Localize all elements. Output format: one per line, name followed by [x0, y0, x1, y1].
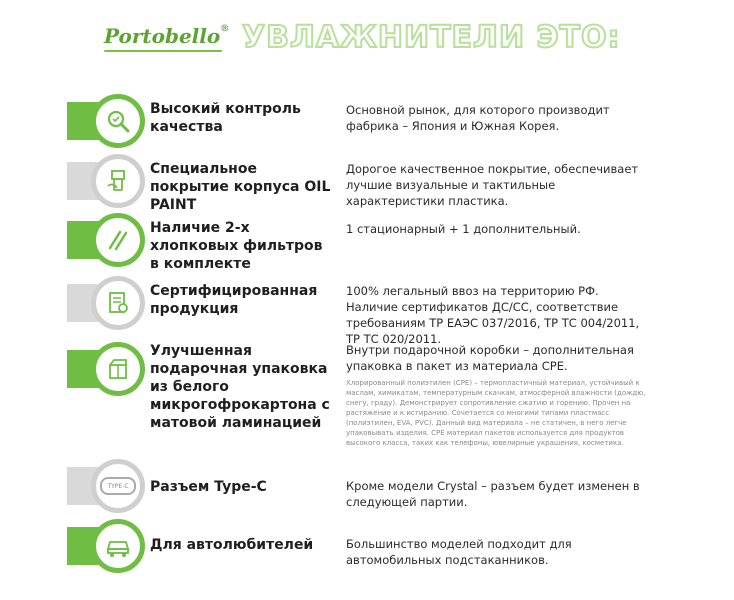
feature-description: Основной рынок, для которого производит фабрика – Япония и Южная Корея. [346, 103, 610, 133]
feature-title: Улучшенная подарочная упаковка из белого микрогофрокартона с матовой ламинацией [150, 343, 330, 431]
logo-underline [104, 50, 222, 52]
feature-footnote: Хлорированный полиэтилен (CPE) – термопластичный материал, устойчивый к маслам, химикатам, температурным скачкам, атмосферной влажности (дождю, снегу, граду). Демонстрирует сопротивление сжатию и горению. Прочен на растяжение и к истиранию. Сочетается со многими типами пластмасс (полиэтилен, EVA, PVC). Данный вид материала – не статичен, в него легче упаковывать изделия. CPE материал пакетов используется для продуктов высокого класса, таких как телефоны, ювелирные украшения, косметика. [346, 379, 646, 447]
magnifier-icon [105, 108, 131, 134]
feature-description: Кроме модели Crystal – разъем будет изменен в следующей партии. [346, 479, 640, 509]
feature-description: 1 стационарный + 1 дополнительный. [346, 222, 581, 236]
gift-box-icon [105, 356, 131, 382]
certificate-icon [105, 290, 131, 316]
feature-title: Разъем Type-C [150, 479, 267, 495]
feature-title: Высокий контроль качества [150, 101, 301, 135]
feature-title: Для автолюбителей [150, 537, 314, 553]
feature-description: Дорогое качественное покрытие, обеспечивает лучшие визуальные и тактильные характеристики пластика. [346, 162, 639, 208]
feature-icon-circle [91, 459, 145, 513]
logo-text: Portobello [104, 24, 221, 48]
paint-tube-icon [105, 168, 131, 194]
feature-title: Наличие 2-х хлопковых фильтров в комплекте [150, 220, 323, 272]
car-icon [105, 533, 131, 559]
feature-icon-circle [91, 94, 145, 148]
feature-description: Внутри подарочной коробки – дополнительная упаковка в пакет из материала CPE. [346, 343, 634, 373]
usb-type-c-icon [100, 477, 136, 495]
feature-description: 100% легальный ввоз на территорию РФ. Наличие сертификатов ДС/СС, соответствие требованиям ТР ЕАЭС 037/2016, ТР ТС 004/2011, ТР ТС 020/2011. [346, 284, 640, 346]
type-c-icon-label: TYPE-C [107, 482, 129, 490]
feature-icon-circle [91, 213, 145, 267]
feature-title: Сертифицированная продукция [150, 283, 318, 317]
feature-icon-circle [91, 276, 145, 330]
feature-title: Специальное покрытие корпуса OIL PAINT [150, 161, 331, 213]
logo-registered-mark: ® [220, 24, 230, 34]
feature-icon-circle [91, 342, 145, 396]
page-title: УВЛАЖНИТЕЛИ ЭТО: [242, 20, 621, 55]
cotton-filters-icon [105, 227, 131, 253]
feature-icon-circle [91, 519, 145, 573]
feature-description: Большинство моделей подходит для автомобильных подстаканников. [346, 537, 572, 567]
feature-icon-circle [91, 154, 145, 208]
brand-logo [104, 24, 229, 48]
